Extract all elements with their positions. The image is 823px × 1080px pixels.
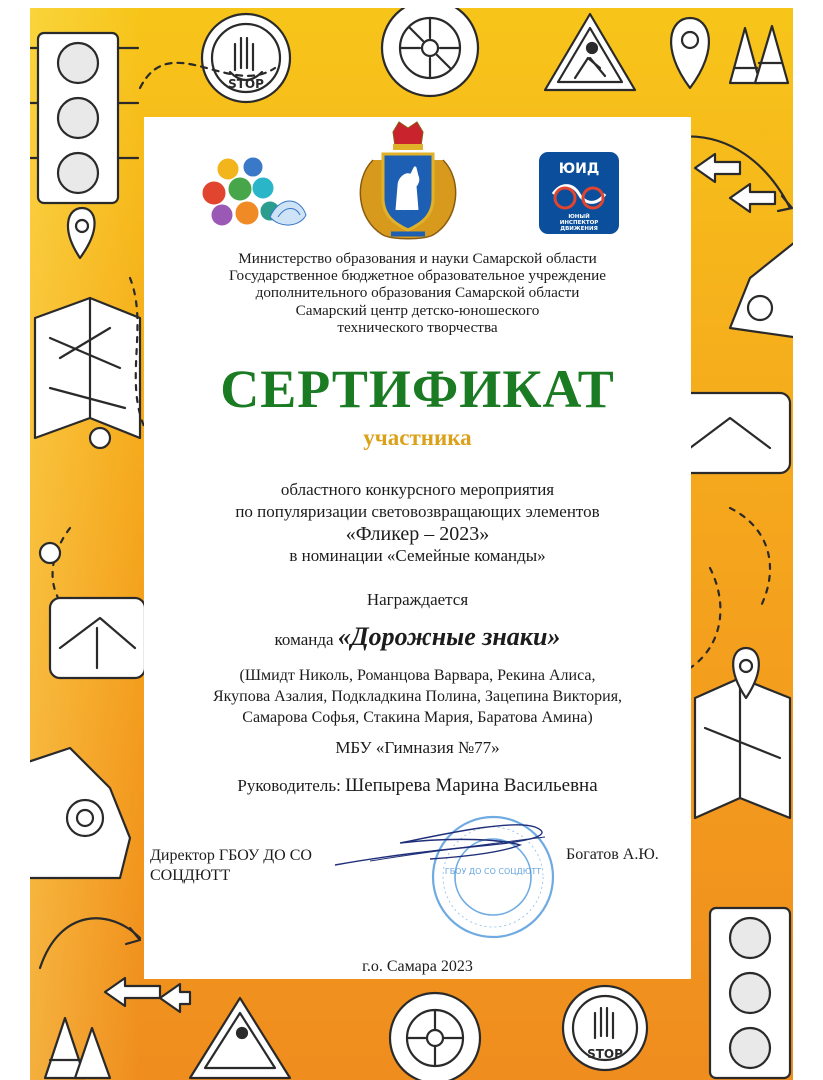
traffic-cone-icon bbox=[45, 1018, 110, 1078]
issuer-line: Самарский центр детско-юношеского bbox=[295, 301, 540, 319]
gps-navigator-icon bbox=[50, 598, 145, 678]
school-name: МБУ «Гимназия №77» bbox=[335, 738, 500, 757]
signature-icon bbox=[330, 815, 560, 875]
traffic-light-icon bbox=[710, 908, 790, 1078]
yuid-abbr-text: ЮИД bbox=[558, 161, 600, 177]
issuer-line: технического творчества bbox=[337, 318, 498, 336]
gps-navigator-icon bbox=[680, 393, 790, 473]
route-dash-icon bbox=[730, 508, 770, 608]
issuer-line: Государственное бюджетное образовательное учреждение bbox=[229, 267, 606, 285]
road-works-sign-icon bbox=[190, 998, 290, 1078]
stamp-text: ГБОУ ДО СО СОЦДЮТТ bbox=[444, 867, 542, 876]
route-dash-icon bbox=[690, 568, 720, 668]
car-icon bbox=[30, 748, 130, 878]
members-line: Самарова Софья, Стакина Мария, Баратова Амина) bbox=[242, 709, 593, 726]
event-description bbox=[144, 479, 691, 567]
event-name: «Фликер – 2023» bbox=[345, 523, 490, 545]
arrowhead-icon bbox=[778, 196, 792, 211]
event-line: по популяризации световозвращающих элементов bbox=[235, 502, 600, 521]
road-works-sign-icon bbox=[545, 14, 635, 90]
leader-label: Руководитель: bbox=[237, 776, 341, 795]
director-line: СОЦДЮТТ bbox=[150, 867, 231, 884]
leader-name: Шепырева Марина Васильевна bbox=[345, 775, 598, 796]
arrowhead-icon bbox=[126, 928, 140, 944]
car-icon bbox=[730, 238, 793, 338]
traffic-light-icon bbox=[30, 33, 138, 203]
wheel-icon bbox=[382, 8, 478, 96]
team-name: «Дорожные знаки» bbox=[337, 622, 561, 651]
route-arrow-icon bbox=[40, 918, 140, 968]
members-line: (Шмидт Николь, Романцова Варвара, Рекина Алиса, bbox=[239, 667, 596, 684]
team-prefix: команда bbox=[274, 630, 334, 649]
director-title bbox=[150, 846, 312, 886]
issuer-line: Министерство образования и науки Самарской области bbox=[238, 250, 597, 267]
leader-line bbox=[144, 775, 691, 797]
direction-arrows-icon bbox=[105, 978, 190, 1012]
certificate-title: СЕРТИФИКАТ bbox=[220, 359, 615, 419]
nomination-line: в номинации «Семейные команды» bbox=[289, 546, 546, 565]
location-pin-icon bbox=[671, 18, 709, 88]
members-line: Якупова Азалия, Подкладкина Полина, Зацепина Виктория, bbox=[212, 688, 623, 705]
route-marker-icon bbox=[40, 428, 110, 563]
direction-arrows-icon bbox=[695, 154, 775, 212]
signer-name: Богатов А.Ю. bbox=[566, 846, 659, 863]
event-line: областного конкурсного мероприятия bbox=[280, 480, 555, 499]
stop-sign-text: STOP bbox=[228, 77, 264, 91]
team-line bbox=[144, 622, 691, 652]
stop-sign-text: STOP bbox=[587, 1047, 623, 1061]
director-line: Директор ГБОУ ДО СО bbox=[150, 847, 312, 864]
yuid-text-line: ЮНЫЙ bbox=[568, 214, 590, 220]
technical-center-logo-icon bbox=[200, 155, 310, 235]
yuid-logo-icon bbox=[539, 152, 619, 234]
folded-map-icon bbox=[35, 208, 140, 438]
folded-map-icon bbox=[695, 648, 790, 818]
issuer-block bbox=[144, 250, 691, 336]
yuid-text-line: ДВИЖЕНИЯ bbox=[560, 226, 598, 232]
wheel-icon bbox=[390, 993, 480, 1080]
team-members bbox=[144, 665, 691, 728]
traffic-cone-icon bbox=[730, 26, 788, 83]
samara-coat-of-arms-icon bbox=[353, 120, 463, 242]
certificate-subtitle: участника bbox=[363, 425, 472, 450]
city-year: г.о. Самара 2023 bbox=[362, 958, 473, 975]
issuer-line: дополнительного образования Самарской области bbox=[255, 284, 580, 302]
awarded-label: Награждается bbox=[366, 590, 469, 609]
yuid-text-line: ИНСПЕКТОР bbox=[559, 220, 599, 226]
